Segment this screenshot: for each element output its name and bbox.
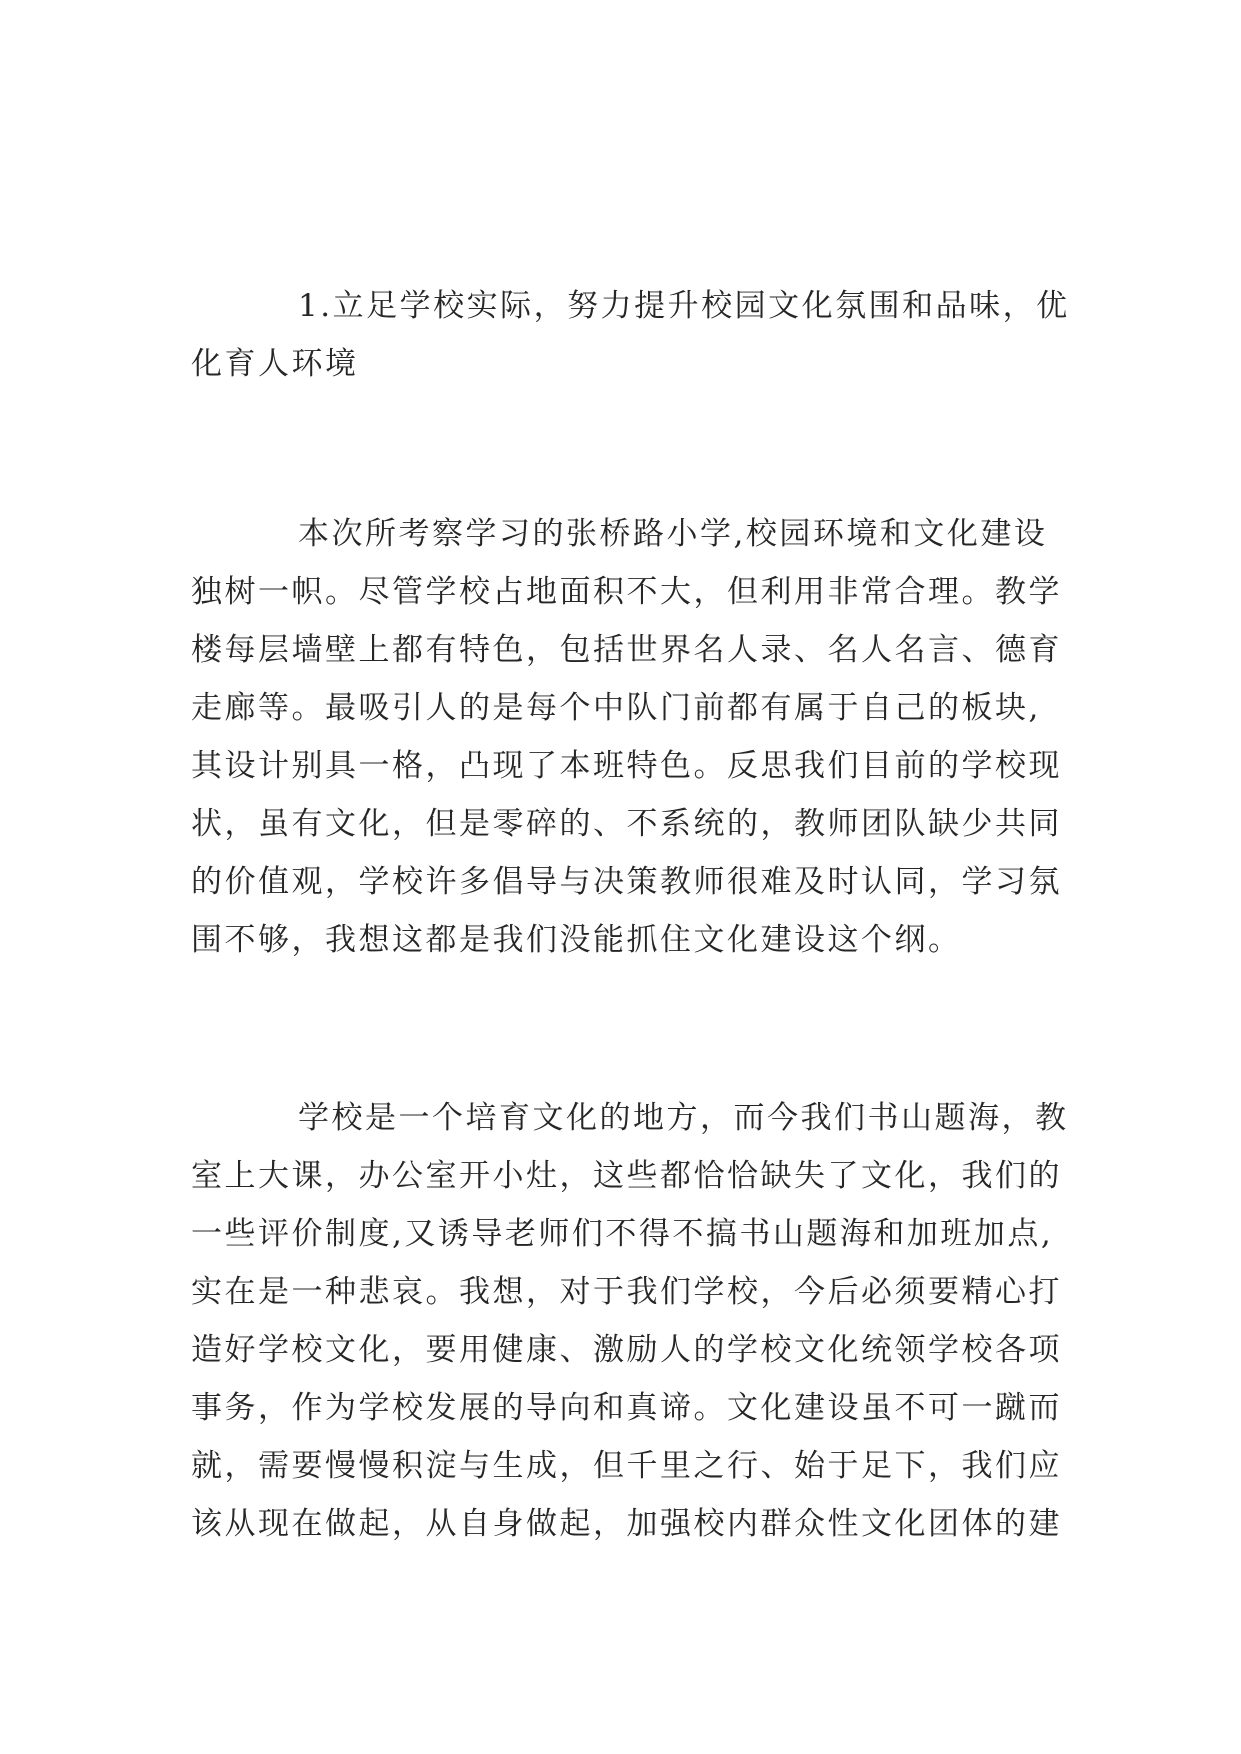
text-line: 该从现在做起，从自身做起，加强校内群众性文化团体的建 [191,1506,1062,1542]
text-line: 室上大课，办公室开小灶，这些都恰恰缺失了文化，我们的 [191,1158,1062,1194]
text-line: 的价值观，学校许多倡导与决策教师很难及时认同，学习氛 [191,864,1062,900]
text-line: 其设计别具一格，凸现了本班特色。反思我们目前的学校现 [191,748,1062,784]
text-line: 状，虽有文化，但是零碎的、不系统的，教师团队缺少共同 [191,806,1062,842]
text-line: 走廊等。最吸引人的是每个中队门前都有属于自己的板块, [191,690,1041,726]
paragraph-2 [191,1089,1069,1553]
text-line: 就，需要慢慢积淀与生成，但千里之行、始于足下，我们应 [191,1448,1062,1484]
text-line: 实在是一种悲哀。我想，对于我们学校，今后必须要精心打 [191,1274,1062,1310]
text-line: 造好学校文化，要用健康、激励人的学校文化统领学校各项 [191,1332,1062,1368]
text-line: 围不够，我想这都是我们没能抓住文化建设这个纲。 [191,922,962,958]
text-line: 独树一帜。尽管学校占地面积不大，但利用非常合理。教学 [191,574,1062,610]
heading-line: 化育人环境 [191,346,359,382]
text-line: 楼每层墙壁上都有特色，包括世界名人录、名人名言、德育 [191,632,1062,668]
heading-line: 1.立足学校实际，努力提升校园文化氛围和品味，优 [298,288,1070,324]
paragraph-1 [191,505,1062,969]
section-heading [191,277,1070,393]
text-line: 学校是一个培育文化的地方，而今我们书山题海，教 [298,1100,1069,1136]
text-line: 事务，作为学校发展的导向和真谛。文化建设虽不可一蹴而 [191,1390,1062,1426]
text-line: 本次所考察学习的张桥路小学,校园环境和文化建设 [298,516,1048,552]
text-line: 一些评价制度,又诱导老师们不得不搞书山题海和加班加点, [191,1216,1054,1252]
